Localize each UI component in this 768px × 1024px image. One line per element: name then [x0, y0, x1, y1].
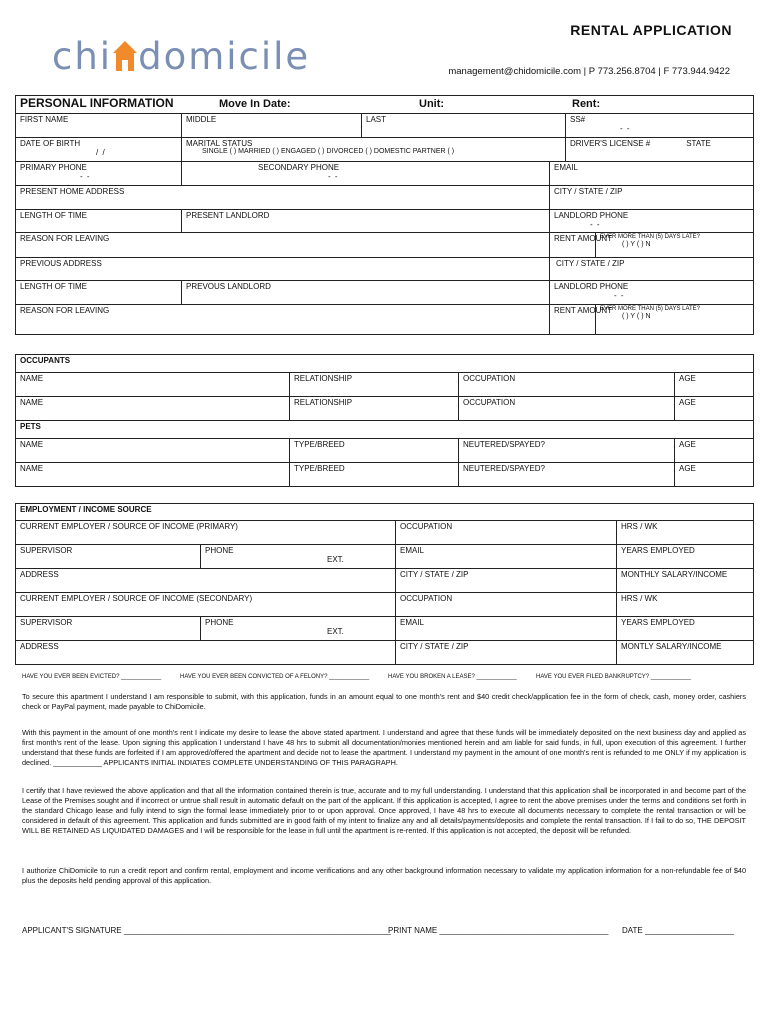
present-reason-field[interactable]: REASON FOR LEAVING	[16, 233, 550, 258]
pet-age-field[interactable]: AGE	[675, 463, 754, 487]
marital-label: MARITAL STATUS	[186, 139, 253, 148]
occupant-occupation-field[interactable]: OCCUPATION	[459, 397, 675, 421]
secondary-occupation-field[interactable]: OCCUPATION	[396, 593, 617, 617]
print-name-line[interactable]: PRINT NAME ______________________________________	[388, 926, 609, 935]
state-label: STATE	[686, 139, 711, 148]
personal-information-heading: PERSONAL INFORMATION	[20, 96, 174, 110]
secondary-hours-field[interactable]: HRS / WK	[617, 593, 754, 617]
prev-landlord-phone-label: LANDLORD PHONE	[554, 282, 629, 291]
ssn-label: SS#	[570, 115, 586, 124]
last-name-field[interactable]: LAST	[362, 114, 566, 138]
occupant-relationship-field[interactable]: RELATIONSHIP	[290, 397, 459, 421]
occupant-name-field[interactable]: NAME	[16, 397, 290, 421]
primary-phone-field[interactable]	[201, 545, 396, 569]
certification-paragraph: I certify that I have reviewed the above application and that all the information contained therein is true, accurate and to my full understanding. I understand that this application shall be incorporated in and become part of the Lease of the Premises sought and if incorrect or untrue shall result in automatic default on the part of the applicant. If this application is accepted, I agree to rent the above premises under the terms and conditions set forth in the standard Chicago lease and fully intend to sign the formal lease immediately prior to or upon approval. Once approved, I have 48 hrs to execute all documents necessary to complete the rental transaction or will be considered in default of this agreement. This application and funds submitted are in good faith of my intent to finalize any and all details/payments/deposits and complete the rental transaction. If I fail to do so, THE DEPOSIT WILL BE RETAINED AS LIQUIDATED DAMAGES and I will be responsible for the lease in full until the apartment is re-rented. If this application is not accepted, the deposit will be refunded.	[22, 786, 746, 835]
present-landlord-field[interactable]: PRESENT LANDLORD	[182, 210, 550, 233]
primary-city-field[interactable]: CITY / STATE / ZIP	[396, 569, 617, 593]
present-length-field[interactable]: LENGTH OF TIME	[16, 210, 182, 233]
first-name-field[interactable]: FIRST NAME	[16, 114, 182, 138]
previous-rent-amount-field[interactable]: RENT AMOUNT	[550, 305, 596, 335]
secondary-employer-field[interactable]: CURRENT EMPLOYER / SOURCE OF INCOME (SECONDARY)	[16, 593, 396, 617]
applicant-signature-line[interactable]: APPLICANT'S SIGNATURE ____________________________________________________________	[22, 926, 391, 935]
ssn-blank: - -	[620, 124, 631, 133]
page-title: RENTAL APPLICATION	[570, 22, 732, 38]
dob-blank: / /	[96, 148, 106, 157]
pet-type-field[interactable]: TYPE/BREED	[290, 463, 459, 487]
date-of-birth-field[interactable]	[16, 138, 182, 162]
late-yn: ( ) Y ( ) N	[622, 241, 651, 248]
secondary-phone-blank: - -	[328, 172, 339, 181]
pet-name-field[interactable]: NAME	[16, 463, 290, 487]
personal-information-section	[15, 95, 754, 335]
dob-label: DATE OF BIRTH	[20, 139, 81, 148]
employment-heading: EMPLOYMENT / INCOME SOURCE	[16, 504, 754, 521]
secondary-address-field[interactable]: ADDRESS	[16, 641, 396, 665]
employment-section	[15, 503, 754, 665]
authorization-paragraph: I authorize ChiDomicile to run a credit report and confirm rental, employment and income verifications and any other background information necessary to validate my application information for a non-refundable fee of $40 plus the deposits held pending approval of this application.	[22, 866, 746, 885]
middle-name-field[interactable]: MIDDLE	[182, 114, 362, 138]
occupant-occupation-field[interactable]: OCCUPATION	[459, 373, 675, 397]
previous-late-field[interactable]	[596, 305, 754, 335]
emp2-ext-label: EXT.	[327, 627, 344, 636]
deposit-paragraph: To secure this apartment I understand I am responsible to submit, with this application, funds in an amount equal to one month's rent and $40 credit check/application fee in the form of check, cash, money order, cashiers check or PayPal payment, made payable to ChiDomicile.	[22, 692, 746, 711]
pet-age-field[interactable]: AGE	[675, 439, 754, 463]
prev-late-label: EVER MORE THAN (5) DAYS LATE?	[600, 306, 701, 312]
secondary-email-field[interactable]: EMAIL	[396, 617, 617, 641]
marital-options: SINGLE ( ) MARRIED ( ) ENGAGED ( ) DIVORCED ( ) DOMESTIC PARTNER ( )	[202, 148, 455, 155]
pet-neutered-field[interactable]: NEUTERED/SPAYED?	[459, 439, 675, 463]
occupant-name-field[interactable]: NAME	[16, 373, 290, 397]
primary-phone-field[interactable]	[16, 162, 182, 186]
primary-salary-field[interactable]: MONTHLY SALARY/INCOME	[617, 569, 754, 593]
primary-occupation-field[interactable]: OCCUPATION	[396, 521, 617, 545]
secondary-salary-field[interactable]: MONTLY SALARY/INCOME	[617, 641, 754, 665]
secondary-phone-field[interactable]	[182, 162, 550, 186]
evicted-question[interactable]: HAVE YOU EVER BEEN EVICTED? ____________	[22, 674, 162, 680]
occupants-pets-section	[15, 354, 754, 487]
primary-email-field[interactable]: EMAIL	[396, 545, 617, 569]
move-in-date-label: Move In Date:	[219, 98, 291, 110]
secondary-phone-label: SECONDARY PHONE	[258, 163, 340, 172]
pet-neutered-field[interactable]: NEUTERED/SPAYED?	[459, 463, 675, 487]
primary-address-field[interactable]: ADDRESS	[16, 569, 396, 593]
previous-address-field[interactable]: PREVIOUS ADDRESS	[16, 258, 550, 281]
prev-late-yn: ( ) Y ( ) N	[622, 313, 651, 320]
rent-label: Rent:	[572, 98, 601, 110]
company-logo	[52, 35, 311, 78]
date-line[interactable]: DATE ____________________	[622, 926, 734, 935]
felony-question[interactable]: HAVE YOU EVER BEEN CONVICTED OF A FELONY? ____________	[180, 674, 370, 680]
emp-ext-label: EXT.	[327, 555, 344, 564]
contact-info: management@chidomicile.com | P 773.256.8704 | F 773.944.9422	[448, 66, 730, 77]
previous-length-field[interactable]: LENGTH OF TIME	[16, 281, 182, 305]
occupant-relationship-field[interactable]: RELATIONSHIP	[290, 373, 459, 397]
secondary-years-field[interactable]: YEARS EMPLOYED	[617, 617, 754, 641]
previous-city-field[interactable]: CITY / STATE / ZIP	[550, 258, 754, 281]
pet-type-field[interactable]: TYPE/BREED	[290, 439, 459, 463]
late-label: EVER MORE THAN (5) DAYS LATE?	[600, 234, 701, 240]
primary-supervisor-field[interactable]: SUPERVISOR	[16, 545, 201, 569]
previous-reason-field[interactable]: REASON FOR LEAVING	[16, 305, 550, 335]
present-address-field[interactable]: PRESENT HOME ADDRESS	[16, 186, 550, 210]
landlord-phone-blank: - -	[590, 220, 601, 229]
email-field[interactable]: EMAIL	[550, 162, 754, 186]
present-rent-amount-field[interactable]: RENT AMOUNT	[550, 233, 596, 258]
present-landlord-phone-field[interactable]	[550, 210, 754, 233]
marital-status-field[interactable]	[182, 138, 566, 162]
previous-landlord-field[interactable]: PREVOUS LANDLORD	[182, 281, 550, 305]
ssn-field[interactable]	[566, 114, 754, 138]
occupant-age-field[interactable]: AGE	[675, 373, 754, 397]
house-icon	[113, 41, 137, 71]
secondary-city-field[interactable]: CITY / STATE / ZIP	[396, 641, 617, 665]
primary-years-field[interactable]: YEARS EMPLOYED	[617, 545, 754, 569]
previous-landlord-phone-field[interactable]	[550, 281, 754, 305]
present-late-field[interactable]	[596, 233, 754, 258]
primary-phone-label: PRIMARY PHONE	[20, 163, 87, 172]
primary-phone-blank: - -	[80, 172, 91, 181]
emp-phone-label: PHONE	[205, 546, 234, 555]
drivers-license-field[interactable]	[566, 138, 754, 162]
landlord-phone-label: LANDLORD PHONE	[554, 211, 629, 220]
secondary-supervisor-field[interactable]: SUPERVISOR	[16, 617, 201, 641]
unit-label: Unit:	[419, 98, 445, 110]
primary-employer-field[interactable]: CURRENT EMPLOYER / SOURCE OF INCOME (PRIMARY)	[16, 521, 396, 545]
primary-hours-field[interactable]: HRS / WK	[617, 521, 754, 545]
payment-paragraph: With this payment in the amount of one month's rent I indicate my desire to lease the above stated apartment. I understand and agree that these funds will be immediately deposited on the next business day and applied as first month's rent of the lease. Upon signing this application I understand I have 48 hrs to submit all documentation/monies mentioned herein and am liable for said funds, in full, upon execution of this agreement. I further understand that these funds are forfeited if I am approved/offered the apartment and decide not to lease the apartment. I understand my payment in the amount of one month's rent is refunded to me ONLY if my application is declined. ____________ APPLICANTS INITIAL INDIATES COMPLETE UNDERSTANDING OF THIS PARAGRAPH.	[22, 728, 746, 767]
present-city-field[interactable]: CITY / STATE / ZIP	[550, 186, 754, 210]
prev-landlord-phone-blank: - -	[614, 291, 625, 300]
logo-text-domicile: domicile	[138, 35, 311, 78]
lease-question[interactable]: HAVE YOU BROKEN A LEASE? ____________	[388, 674, 517, 680]
secondary-phone-field[interactable]	[201, 617, 396, 641]
bankruptcy-question[interactable]: HAVE YOU EVER FILED BANKRUPTCY? ____________	[536, 674, 691, 680]
pet-name-field[interactable]: NAME	[16, 439, 290, 463]
logo-text-chi: chi	[52, 35, 113, 78]
emp2-phone-label: PHONE	[205, 618, 234, 627]
occupant-age-field[interactable]: AGE	[675, 397, 754, 421]
occupants-heading: OCCUPANTS	[16, 355, 754, 373]
pets-heading: PETS	[16, 421, 754, 439]
license-label: DRIVER'S LICENSE #	[570, 139, 651, 148]
